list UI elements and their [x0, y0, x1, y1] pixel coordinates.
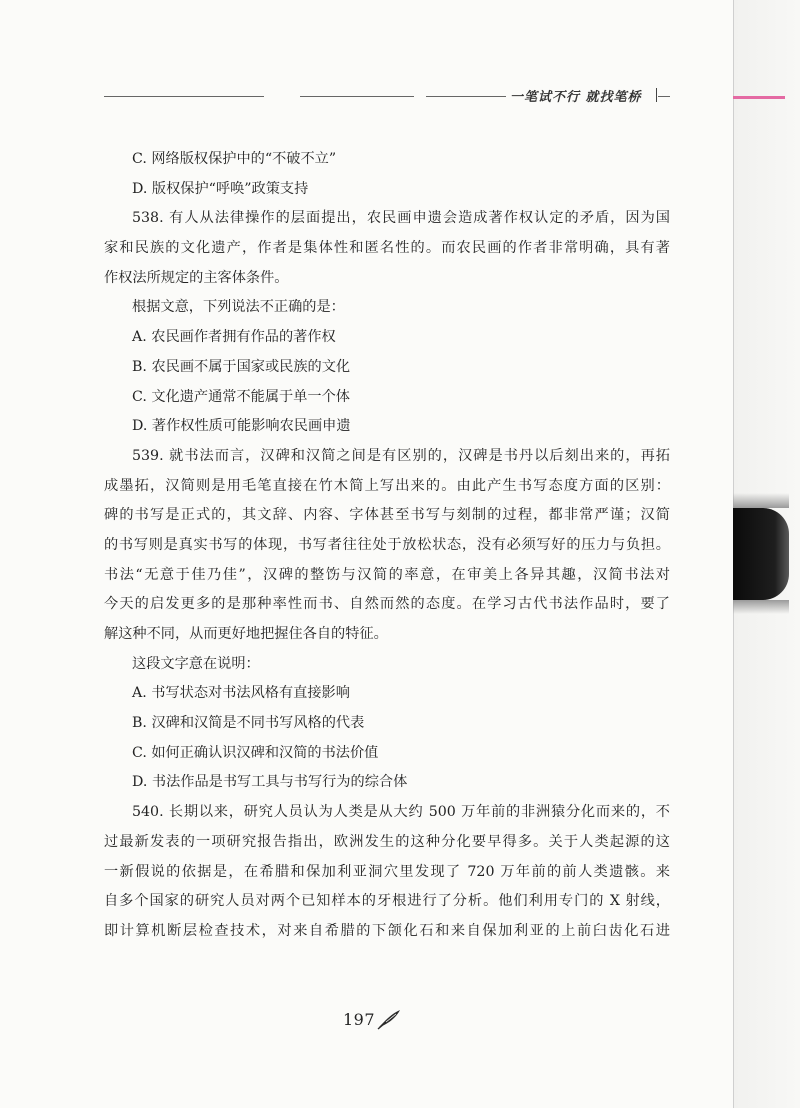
text-line: D. 书法作品是书写工具与书写行为的综合体	[132, 774, 408, 791]
text-line: 540. 长期以来，研究人员认为人类是从大约 500 万年前的非洲猿分化而来的，不	[132, 804, 670, 821]
text-line: 成墨拓，汉简则是用毛笔直接在竹木简上写出来的。由此产生书写态度方面的区别：	[104, 477, 670, 494]
text-line: 一新假说的依据是，在希腊和保加利亚洞穴里发现了 720 万年前的前人类遗骸。来	[104, 863, 670, 880]
header-rule-3	[426, 96, 506, 97]
text-line: 碑的书写是正式的，其文辞、内容、字体甚至书写与刻制的过程，都非常严谨；汉简	[104, 507, 670, 524]
text-line: 今天的启发更多的是那种率性而书、自然而然的态度。在学习古代书法作品时，要了	[104, 596, 670, 613]
pink-page-marker	[733, 96, 785, 99]
header-rule-4	[658, 96, 670, 97]
text-line: 书法“无意于佳乃佳”，汉碑的整饬与汉简的率意，在审美上各异其趣，汉简书法对	[104, 566, 670, 583]
quill-icon	[376, 1008, 402, 1030]
text-line: 的书写则是真实书写的体现，书写者往往处于放松状态，没有必须写好的压力与负担。	[104, 536, 670, 553]
text-line: 家和民族的文化遗产，作者是集体性和匿名性的。而农民画的作者非常明确，具有著	[104, 240, 670, 257]
text-line: 自多个国家的研究人员对两个已知样本的牙根进行了分析。他们利用专门的 X 射线，	[104, 893, 670, 910]
text-line: D. 著作权性质可能影响农民画申遗	[132, 418, 351, 435]
text-line: 538. 有人从法律操作的层面提出，农民画申遗会造成著作权认定的矛盾，因为国	[132, 210, 670, 227]
text-line: 即计算机断层检查技术，对来自希腊的下颌化石和来自保加利亚的上前臼齿化石进	[104, 922, 670, 939]
header-rule-1	[104, 96, 264, 97]
text-line: C. 网络版权保护中的“不破不立”	[132, 151, 337, 167]
header-tick	[656, 88, 657, 102]
text-line: B. 汉碑和汉简是不同书写风格的代表	[132, 715, 365, 732]
text-line: A. 书写状态对书法风格有直接影响	[132, 685, 350, 702]
text-line: B. 农民画不属于国家或民族的文化	[132, 358, 351, 375]
header-slogan: 一笔试不行 就找笔桥	[510, 90, 642, 105]
page-number: 197	[343, 1010, 376, 1029]
text-line: 539. 就书法而言，汉碑和汉简之间是有区别的，汉碑是书丹以后刻出来的，再拓	[132, 447, 670, 464]
text-line: 这段文字意在说明：	[132, 655, 260, 672]
body-text	[104, 145, 670, 947]
text-line: 过最新发表的一项研究报告指出，欧洲发生的这种分化要早得多。关于人类起源的这	[104, 833, 670, 850]
thumb-tab-shadow-bottom	[733, 600, 789, 614]
text-line: C. 文化遗产通常不能属于单一个体	[132, 388, 350, 405]
text-line: C. 如何正确认识汉碑和汉简的书法价值	[132, 744, 379, 761]
text-line: A. 农民画作者拥有作品的著作权	[132, 329, 336, 346]
thumb-tab	[733, 508, 789, 600]
text-line: 作权法所规定的主客体条件。	[104, 269, 289, 286]
header-rule-2	[300, 96, 414, 97]
text-line: D. 版权保护“呼唤”政策支持	[132, 180, 309, 197]
text-line: 根据文意，下列说法不正确的是：	[132, 299, 345, 316]
running-header	[104, 86, 670, 110]
thumb-tab-shadow-top	[733, 493, 789, 508]
text-line: 解这种不同，从而更好地把握住各自的特征。	[104, 626, 388, 642]
